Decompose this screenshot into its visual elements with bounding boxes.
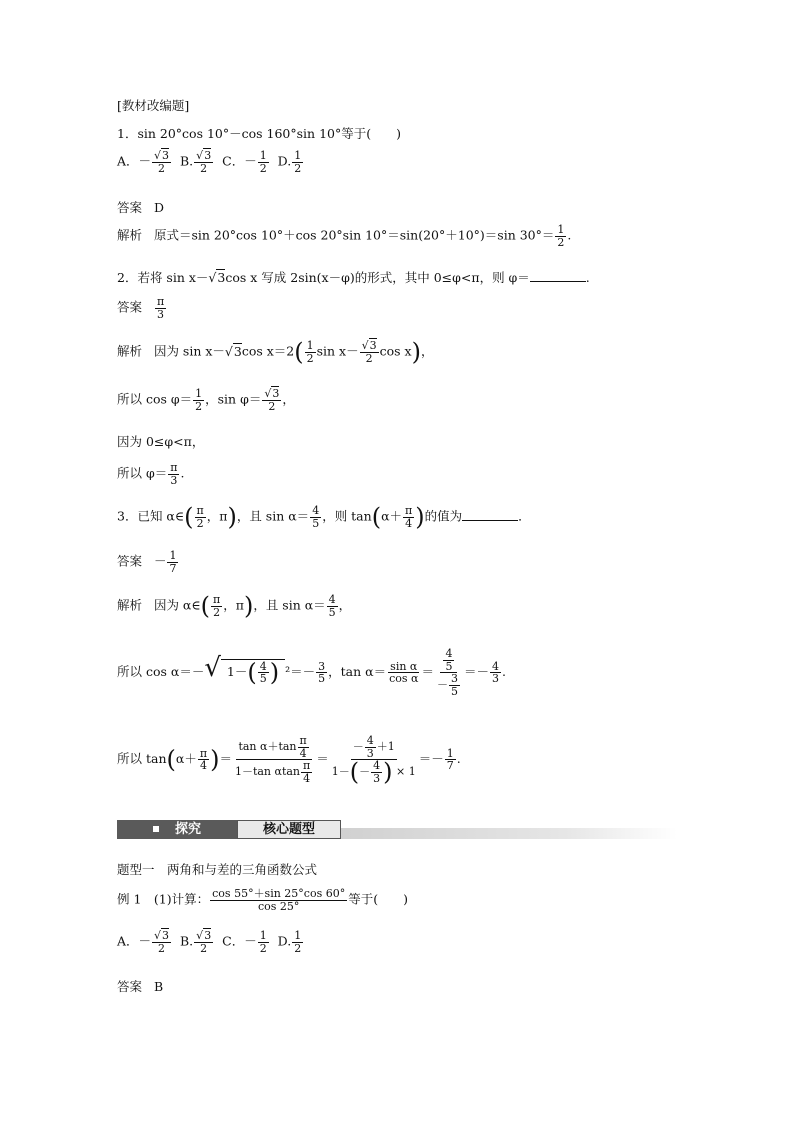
frac: $\frac{1}{2}$ [294,929,302,955]
frac: $\frac{4}{5}$ － $\frac{3}{5}$ [436,647,458,698]
q3-analysis-1: 解析 因为 α∈( $\frac{\pi}{2}$ ，π)，且 sin α＝ $\frac{4}{5}$ ， [117,592,352,621]
q2-stem: 2．若将 sin x－√ 3cos x 写成 2sin(x－φ)的形式，其中 0≤φ<π，则 φ＝ . [117,268,590,286]
frac: $\frac{4}{5}$ [312,504,320,530]
frac: $\frac{1}{2}$ [259,929,267,955]
frac: $\frac{\pi}{2}$ [196,504,204,530]
q2-analysis-2: 所以 cos φ＝ $\frac{1}{2}$ ，sin φ＝ √ $\frac{3}{2}$ ， [117,388,295,412]
frac: √ $\frac{3}{2}$ [152,930,171,954]
q3-stem: 3．已知 α∈( $\frac{\pi}{2}$ ，π)，且 sin α＝ $\frac{4}{5}$ ，则 tan(α＋ $\frac{\pi}{4}$ )的值为 ． [117,503,531,532]
frac: $\frac{1}{2}$ [557,223,565,249]
frac: $\frac{1}{2}$ [294,149,302,175]
frac: $\frac{\pi}{3}$ [156,295,165,321]
frac: √ $\frac{3}{2}$ [152,150,171,174]
q2-answer: 答案 $\frac{\pi}{3}$ [117,295,165,321]
frac: $\frac{\pi}{2}$ [212,593,221,619]
banner-right: 核心题型 [237,820,341,839]
frac: $\frac{\pi}{4}$ [199,746,208,773]
q2-analysis-3: 因为 0≤φ<π， [117,434,205,449]
ex1-options: A．－ √ $\frac{3}{2}$ B. √ $\frac{3}{2}$ C．－ $\frac{1}{2}$ D. $\frac{1}{2}$ [117,930,304,954]
q2-analysis-1: 解析 因为 sin x－√ 3cos x＝2( $\frac{1}{2}$ sin x－ √ $\frac{3}{2}$ cos x)， [117,340,434,364]
frac: $\frac{3}{5}$ [318,659,326,686]
frac: $\frac{\cos 55^\circ+\sin 25^\circ\cos 60^\circ}{\cos 25^\circ}$ [212,887,346,913]
frac: $\frac{\pi}{4}$ [405,504,413,530]
answer-blank [530,271,586,282]
ex1-stem: 例 1 (1)计算： $\frac{\cos 55^\circ+\sin 25^\circ\cos 60^\circ}{\cos 25^\circ}$ 等于( ) [117,887,408,913]
q3-answer: 答案 － $\frac{1}{7}$ [117,549,177,575]
frac: tan α＋tan $\frac{\pi}{4}$ 1－tan αtan $\frac{\pi}{4}$ [234,734,311,785]
section-tag: [教材改编题] [117,98,190,113]
frac: √ $\frac{3}{2}$ [194,930,213,954]
q2-analysis-4: 所以 φ＝ $\frac{\pi}{3}$ . [117,461,185,487]
frac: $\frac{4}{3}$ [491,659,499,686]
q1-analysis: 解析 原式＝sin 20°cos 10°＋cos 20°sin 10°＝sin(20°＋10°)＝sin 30°＝ $\frac{1}{2}$ . [117,223,572,249]
ex1-answer: 答案 B [117,979,164,994]
frac: $\frac{1}{7}$ [446,746,454,773]
square-icon [153,826,159,832]
frac: $\frac{1}{7}$ [169,549,177,575]
frac: $\frac{\pi}{3}$ [170,461,178,487]
frac: √ $\frac{3}{2}$ [360,340,379,364]
q1-answer: 答案 D [117,200,164,215]
frac: √ $\frac{3}{2}$ [262,388,281,412]
q3-analysis-3: 所以 tan(α＋ $\frac{\pi}{4}$ )＝ tan α＋tan $\frac{\pi}{4}$ 1－tan αtan $\frac{\pi}{4}$ ＝ － $\frac{4}{3}$ ＋1 1－(－ $\frac{4}{3}$ ) × 1 ＝－ $\frac{1}{7}$ . [117,734,461,787]
frac: $\frac{1}{2}$ [306,339,314,365]
section-banner [117,820,677,839]
frac: － $\frac{4}{3}$ ＋1 1－(－ $\frac{4}{3}$ ) × 1 [331,734,416,787]
frac: √ $\frac{3}{2}$ [194,150,213,174]
frac: $\frac{1}{2}$ [195,387,203,413]
banner-left: 探究 [117,820,237,839]
answer-blank [462,510,518,521]
frac: $\frac{1}{2}$ [259,149,267,175]
topic-title: 题型一 两角和与差的三角函数公式 [117,862,318,877]
frac: $\frac{\text{sin α}}{\text{cos α}}$ [389,659,419,686]
q3-analysis-2: 所以 cos α＝－√ 1－( $\frac{4}{5}$ ) ²＝－ $\frac{3}{5}$ ，tan α＝ $\frac{\text{sin α}}{\text{cos α}}$ ＝ $\frac{4}{5}$ － $\frac{3}{5}$ ＝－ $\frac{4}{3}$ . [117,648,506,697]
frac: $\frac{4}{5}$ [328,593,336,619]
frac: $\frac{4}{5}$ [259,659,267,686]
q1-options: A．－ √ $\frac{3}{2}$ B. √ $\frac{3}{2}$ C．－ $\frac{1}{2}$ D. $\frac{1}{2}$ [117,150,304,174]
q1-stem: 1．sin 20°cos 10°－cos 160°sin 10°等于( ) [117,126,401,141]
